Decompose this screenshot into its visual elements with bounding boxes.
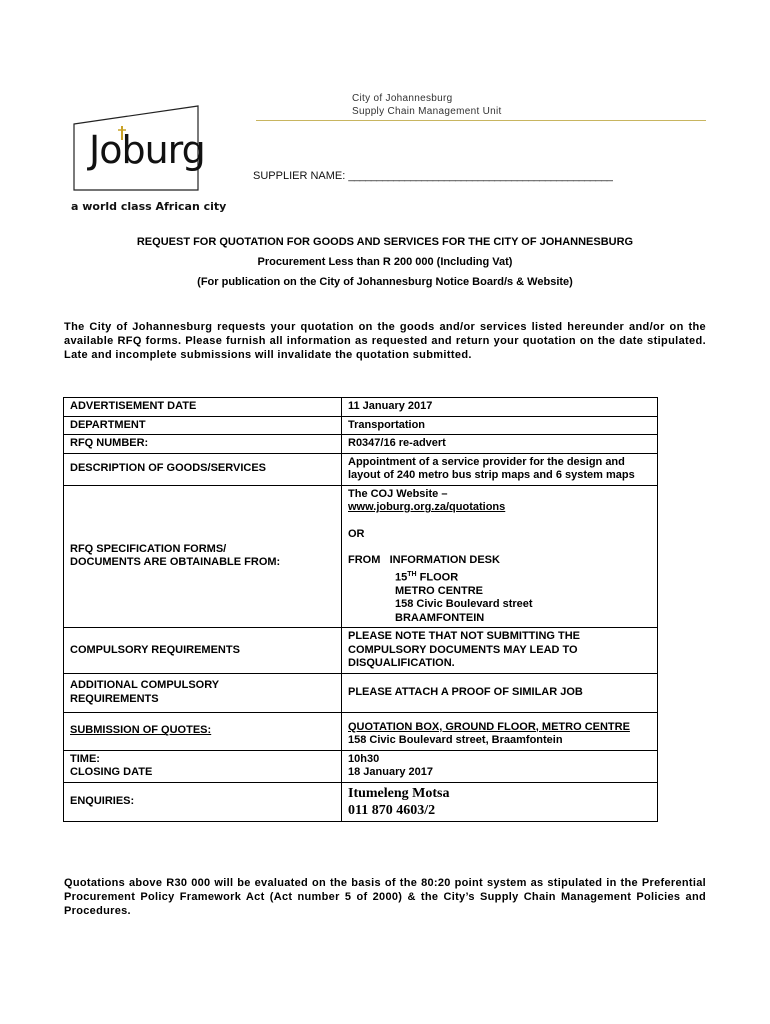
floor-word: FLOOR — [419, 571, 459, 584]
logo-tagline: a world class African city — [71, 200, 227, 213]
closing-label — [64, 750, 342, 782]
supplier-name-blank[interactable]: _______________________________________________ — [348, 170, 613, 182]
joburg-logo — [72, 104, 205, 192]
compulsory-label: COMPULSORY REQUIREMENTS — [64, 628, 342, 674]
enquiries-name: Itumeleng Motsa — [348, 785, 450, 801]
description-label: DESCRIPTION OF GOODS/SERVICES — [64, 453, 342, 485]
intro-paragraph: The City of Johannesburg requests your quotation on the goods and/or services listed hereunder and/or on the available RFQ forms. Please furnish all information as requested and return your quotation on the date stipulated. Late and incomplete submissions will invalidate the quotation submitted. — [64, 321, 706, 361]
floor-superscript: TH — [407, 570, 417, 578]
closing-date-value: 18 January 2017 — [348, 766, 434, 779]
closing-value — [342, 750, 658, 782]
obtainable-from-label — [64, 485, 342, 628]
submission-line-1: QUOTATION BOX, GROUND FLOOR, METRO CENTRE — [348, 720, 630, 733]
additional-label — [64, 673, 342, 712]
header-rule — [256, 120, 706, 121]
address-line-4: 158 Civic Boulevard street — [395, 598, 533, 611]
table-row — [64, 628, 658, 674]
title-line-1: REQUEST FOR QUOTATION FOR GOODS AND SERVICES FOR THE CITY OF JOHANNESBURG — [136, 236, 634, 248]
from-text: FROM — [348, 554, 381, 566]
obtainable-from-value — [342, 485, 658, 628]
address-line-floor — [348, 568, 651, 585]
supplier-name-label: SUPPLIER NAME: — [253, 170, 346, 182]
website-label: The COJ Website – — [348, 487, 448, 500]
info-desk-text: INFORMATION DESK — [389, 554, 500, 566]
additional-label-line-1: ADDITIONAL COMPULSORY — [70, 679, 220, 692]
obtainable-label-line-1: RFQ SPECIFICATION FORMS/ — [70, 542, 227, 555]
department-label: DEPARTMENT — [64, 416, 342, 435]
enquiries-phone: 011 870 4603/2 — [348, 802, 436, 818]
obtainable-label-line-2: DOCUMENTS ARE OBTAINABLE FROM: — [70, 556, 281, 569]
submission-value — [342, 712, 658, 750]
address-line-5: BRAAMFONTEIN — [395, 611, 485, 624]
title-line-3: (For publication on the City of Johannesburg Notice Board/s & Website) — [197, 276, 573, 288]
table-row — [64, 750, 658, 782]
submission-label-cell — [64, 712, 342, 750]
closing-time-value: 10h30 — [348, 752, 380, 765]
table-row — [64, 782, 658, 821]
table-row — [64, 453, 658, 485]
description-value: Appointment of a service provider for the design and layout of 240 metro bus strip maps and 6 system maps — [342, 453, 658, 485]
table-row — [64, 485, 658, 628]
rfq-number-value: R0347/16 re-advert — [342, 435, 658, 454]
supplier-name-field[interactable] — [253, 170, 612, 182]
time-label: TIME: — [70, 752, 100, 765]
enquiries-label: ENQUIRIES: — [64, 782, 342, 821]
address-line-3: METRO CENTRE — [395, 584, 483, 597]
advertisement-date-label: ADVERTISEMENT DATE — [64, 398, 342, 417]
department-value: Transportation — [342, 416, 658, 435]
advertisement-date-value: 11 January 2017 — [342, 398, 658, 417]
rfq-number-label: RFQ NUMBER: — [64, 435, 342, 454]
floor-number: 15 — [395, 571, 408, 584]
title-line-2: Procurement Less than R 200 000 (Including Vat) — [257, 256, 513, 268]
submission-label: SUBMISSION OF QUOTES: — [70, 724, 212, 737]
or-text: OR — [348, 527, 365, 540]
logo-wordmark: Joburg — [89, 128, 205, 172]
evaluation-note: Quotations above R30 000 will be evaluated on the basis of the 80:20 point system as stipulated in the Preferential Procurement Policy Framework Act (Act number 5 of 2000) & the City’s Supply Chain Management Policies and Procedures. — [64, 877, 706, 917]
table-row — [64, 673, 658, 712]
enquiries-value — [342, 782, 658, 821]
website-link[interactable]: www.joburg.org.za/quotations — [348, 501, 506, 513]
table-row — [64, 435, 658, 454]
table-row — [64, 712, 658, 750]
additional-label-line-2: REQUIREMENTS — [70, 692, 159, 705]
org-unit: Supply Chain Management Unit — [352, 106, 502, 117]
rfq-details-table — [63, 397, 658, 822]
closing-date-label: CLOSING DATE — [70, 766, 153, 779]
organisation-header — [352, 92, 502, 118]
submission-line-2: 158 Civic Boulevard street, Braamfontein — [348, 734, 563, 747]
additional-value: PLEASE ATTACH A PROOF OF SIMILAR JOB — [342, 673, 658, 712]
table-row — [64, 398, 658, 417]
document-title — [60, 236, 710, 296]
table-row — [64, 416, 658, 435]
org-name: City of Johannesburg — [352, 93, 453, 104]
compulsory-value: PLEASE NOTE THAT NOT SUBMITTING THE COMPULSORY DOCUMENTS MAY LEAD TO DISQUALIFICATION. — [342, 628, 658, 674]
address-line-1 — [348, 554, 651, 568]
